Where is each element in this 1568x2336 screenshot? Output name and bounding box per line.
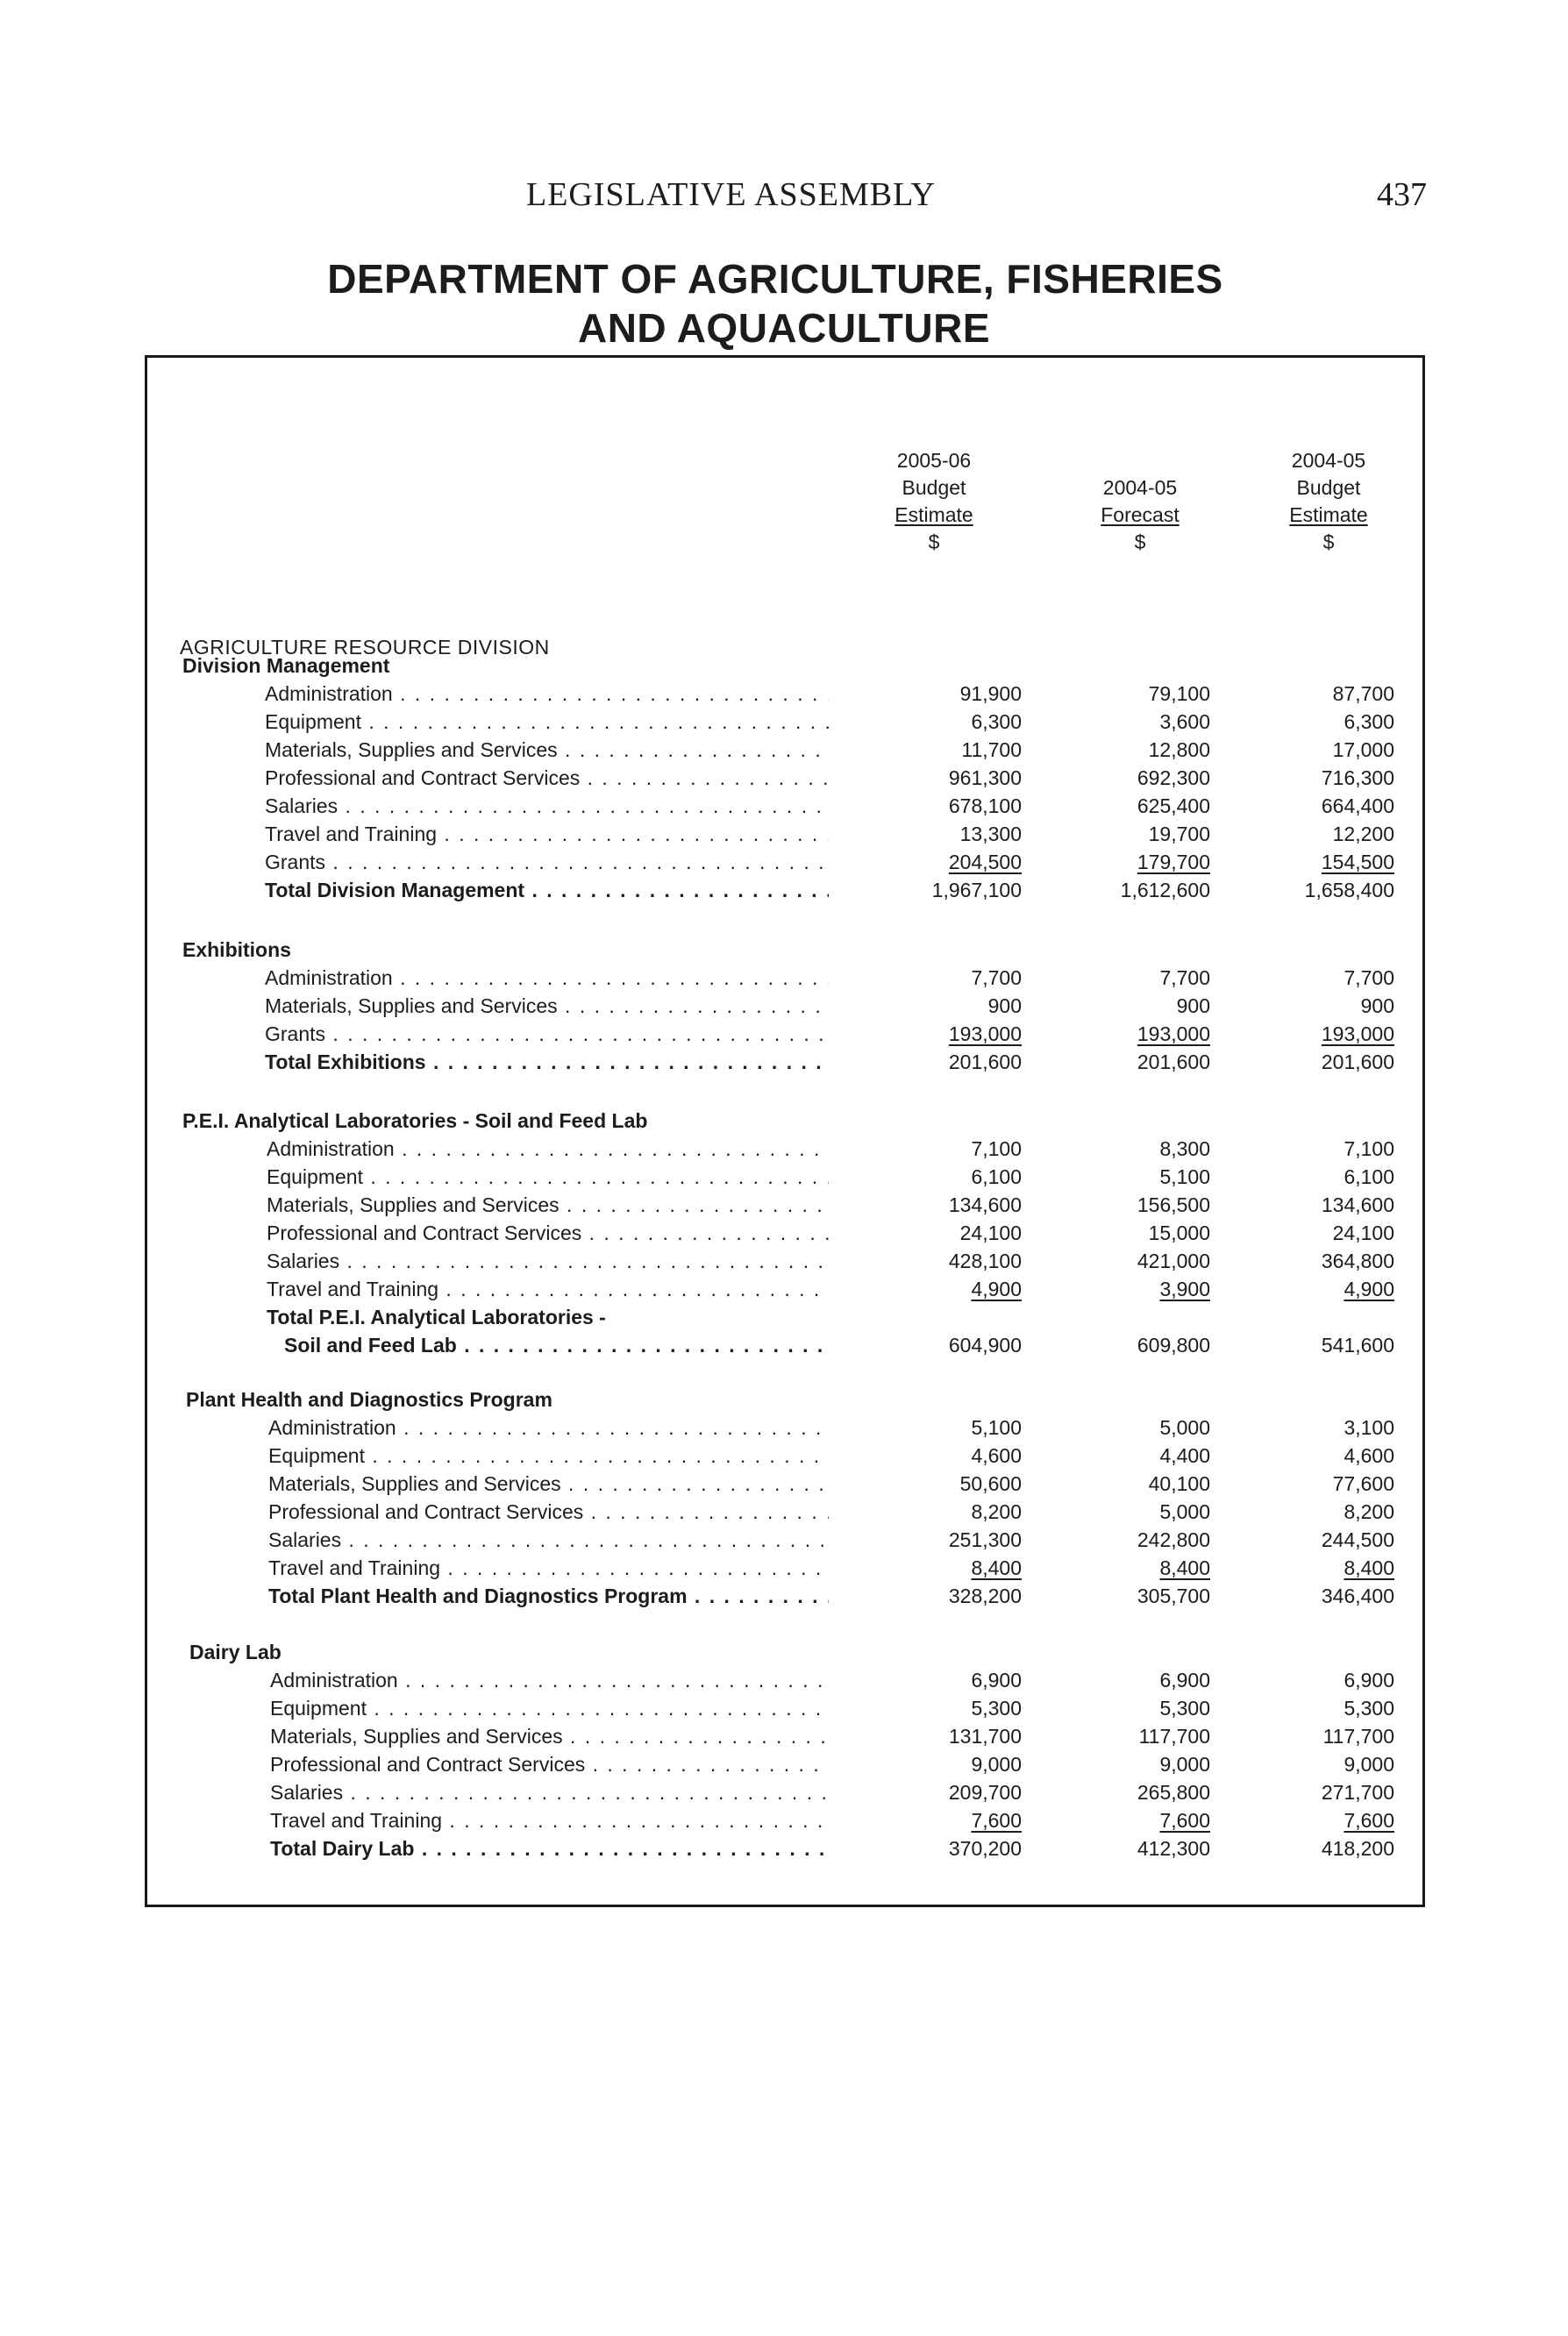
row-value: 4,900 (971, 1278, 1022, 1300)
row-value: 418,200 (1321, 1837, 1394, 1860)
table-row (0, 1191, 1568, 1219)
row-value: 900 (987, 994, 1022, 1017)
row-value: 421,000 (1137, 1250, 1210, 1272)
row-value: 6,300 (1343, 710, 1394, 733)
row-value: 131,700 (948, 1725, 1022, 1748)
row-value: 4,600 (1343, 1444, 1394, 1467)
row-value: 5,100 (971, 1416, 1022, 1439)
section-title: Division Management (182, 654, 390, 677)
row-value: 244,500 (1321, 1528, 1394, 1551)
title-line-2: AND AQUACULTURE (577, 305, 990, 351)
row-value: 50,600 (959, 1472, 1022, 1495)
row-value: 12,800 (1148, 738, 1210, 761)
row-label: Equipment . . . (267, 1163, 829, 1191)
row-value: 7,100 (1343, 1137, 1394, 1160)
row-value: 6,900 (1343, 1669, 1394, 1691)
row-value: 193,000 (948, 1022, 1022, 1045)
row-value: 6,300 (971, 710, 1022, 733)
row-value: 117,700 (1322, 1725, 1394, 1748)
row-value: 6,100 (1343, 1165, 1394, 1188)
division-heading: AGRICULTURE RESOURCE DIVISION (180, 636, 550, 659)
row-value: 24,100 (1332, 1221, 1394, 1244)
row-value: 9,000 (1159, 1753, 1210, 1776)
row-value: 201,600 (948, 1050, 1022, 1073)
table-row (0, 792, 1568, 820)
section-heading (0, 1107, 1568, 1135)
row-value: 541,600 (1321, 1334, 1394, 1357)
row-value: 900 (1176, 994, 1210, 1017)
table-row (0, 1414, 1568, 1442)
row-value: 412,300 (1137, 1837, 1210, 1860)
row-value: 15,000 (1148, 1221, 1210, 1244)
section-heading (0, 1638, 1568, 1666)
total-label: Total Dairy Lab . . . (270, 1834, 829, 1862)
column-header-line: 2005-06 (896, 449, 972, 472)
section-heading (0, 652, 1568, 680)
row-value: 79,100 (1148, 682, 1210, 705)
row-label: Travel and Training . . . (270, 1806, 829, 1834)
row-value: 4,400 (1159, 1444, 1210, 1467)
row-label: Equipment . . . (270, 1694, 829, 1722)
row-value: 8,400 (971, 1556, 1022, 1579)
table-row (0, 708, 1568, 736)
table-row (0, 1275, 1568, 1303)
total-label: Total P.E.I. Analytical Laboratories - (267, 1306, 606, 1328)
row-label: Salaries . . . (265, 792, 829, 820)
row-value: 609,800 (1137, 1334, 1210, 1357)
row-value: 7,100 (971, 1137, 1022, 1160)
row-value: 664,400 (1321, 794, 1394, 817)
table-row (0, 1666, 1568, 1694)
row-value: 7,600 (1343, 1809, 1394, 1832)
row-label: Administration . . . (270, 1666, 829, 1694)
row-label: Grants . . . (265, 1020, 829, 1048)
row-value: 9,000 (1343, 1753, 1394, 1776)
row-value: 11,700 (961, 738, 1022, 761)
row-value: 8,200 (1343, 1500, 1394, 1523)
row-value: 692,300 (1137, 766, 1210, 789)
table-row (0, 1020, 1568, 1048)
row-value: 5,000 (1159, 1500, 1210, 1523)
row-value: 1,967,100 (931, 879, 1022, 901)
row-value: 3,100 (1343, 1416, 1394, 1439)
table-row (0, 992, 1568, 1020)
row-value: 179,700 (1137, 851, 1210, 873)
column-header-line: Estimate (1289, 503, 1368, 526)
row-value: 9,000 (971, 1753, 1022, 1776)
row-value: 193,000 (1137, 1022, 1210, 1045)
table-row (0, 1442, 1568, 1470)
table-row (0, 1526, 1568, 1554)
row-value: 201,600 (1137, 1050, 1210, 1073)
row-value: 77,600 (1332, 1472, 1394, 1495)
row-value: 5,300 (1343, 1697, 1394, 1720)
table-row (0, 1554, 1568, 1582)
total-row (0, 1582, 1568, 1610)
row-value: 91,900 (959, 682, 1022, 705)
row-value: 370,200 (948, 1837, 1022, 1860)
row-value: 6,900 (1159, 1669, 1210, 1691)
row-value: 13,300 (959, 823, 1022, 845)
row-value: 8,200 (971, 1500, 1022, 1523)
table-row (0, 1135, 1568, 1163)
row-label: Materials, Supplies and Services . . . (265, 992, 829, 1020)
row-label: Administration . . . (265, 680, 829, 708)
table-row (0, 1750, 1568, 1778)
section-title: Dairy Lab (189, 1641, 282, 1663)
column-header-line: Estimate (894, 503, 973, 526)
row-label: Travel and Training . . . (267, 1275, 829, 1303)
row-value: 4,900 (1343, 1278, 1394, 1300)
row-value: 87,700 (1332, 682, 1394, 705)
row-value: 242,800 (1137, 1528, 1210, 1551)
row-value: 117,700 (1138, 1725, 1210, 1748)
row-label: Professional and Contract Services . . . (270, 1750, 829, 1778)
table-row (0, 680, 1568, 708)
section-title: P.E.I. Analytical Laboratories - Soil and Feed Lab (182, 1109, 648, 1132)
table-row (0, 964, 1568, 992)
row-value: 3,600 (1159, 710, 1210, 733)
row-value: 1,658,400 (1304, 879, 1394, 901)
row-value: 209,700 (948, 1781, 1022, 1804)
running-head: LEGISLATIVE ASSEMBLY (526, 176, 936, 213)
total-row (0, 1303, 1568, 1331)
row-value: 193,000 (1321, 1022, 1394, 1045)
total-row (0, 876, 1568, 904)
table-row (0, 1694, 1568, 1722)
column-header-line: Budget (1296, 476, 1361, 499)
row-value: 4,600 (971, 1444, 1022, 1467)
row-value: 305,700 (1137, 1585, 1210, 1607)
row-value: 8,400 (1343, 1556, 1394, 1579)
row-value: 1,612,600 (1120, 879, 1210, 901)
row-value: 8,300 (1159, 1137, 1210, 1160)
row-value: 6,900 (971, 1669, 1022, 1691)
row-label: Salaries . . . (268, 1526, 829, 1554)
row-label: Grants . . . (265, 848, 829, 876)
row-value: 5,000 (1159, 1416, 1210, 1439)
row-value: 5,300 (1159, 1697, 1210, 1720)
row-value: 265,800 (1137, 1781, 1210, 1804)
table-row (0, 1470, 1568, 1498)
row-value: 154,500 (1321, 851, 1394, 873)
column-header-line: 2004-05 (1291, 449, 1366, 472)
section-heading (0, 1385, 1568, 1414)
table-row (0, 1163, 1568, 1191)
row-label: Salaries . . . (270, 1778, 829, 1806)
column-header-unit: $ (1134, 531, 1146, 553)
row-value: 716,300 (1321, 766, 1394, 789)
table-row (0, 848, 1568, 876)
table-row (0, 1722, 1568, 1750)
row-value: 251,300 (948, 1528, 1022, 1551)
table-row (0, 764, 1568, 792)
row-value: 134,600 (1321, 1193, 1394, 1216)
title-line-1: DEPARTMENT OF AGRICULTURE, FISHERIES (327, 256, 1223, 302)
row-value: 156,500 (1137, 1193, 1210, 1216)
row-value: 12,200 (1332, 823, 1394, 845)
column-header-unit: $ (928, 531, 940, 553)
row-value: 678,100 (948, 794, 1022, 817)
row-label: Materials, Supplies and Services . . . (265, 736, 829, 764)
table-row (0, 736, 1568, 764)
row-label: Equipment . . . (265, 708, 829, 736)
row-value: 900 (1360, 994, 1394, 1017)
total-row (0, 1834, 1568, 1862)
section-heading (0, 936, 1568, 964)
total-label: Soil and Feed Lab . . . (284, 1331, 829, 1359)
table-row (0, 1498, 1568, 1526)
row-label: Administration . . . (268, 1414, 829, 1442)
column-header-line: 2004-05 (1102, 476, 1178, 499)
row-label: Administration . . . (267, 1135, 829, 1163)
row-value: 17,000 (1332, 738, 1394, 761)
section-title: Plant Health and Diagnostics Program (186, 1388, 552, 1411)
section-title: Exhibitions (182, 938, 291, 961)
row-label: Professional and Contract Services . . . (267, 1219, 829, 1247)
row-label: Salaries . . . (267, 1247, 829, 1275)
table-row (0, 1778, 1568, 1806)
row-label: Materials, Supplies and Services . . . (267, 1191, 829, 1219)
row-value: 134,600 (948, 1193, 1022, 1216)
row-value: 961,300 (948, 766, 1022, 789)
page-number: 437 (1377, 176, 1427, 213)
row-value: 5,300 (971, 1697, 1022, 1720)
row-value: 625,400 (1137, 794, 1210, 817)
row-value: 428,100 (948, 1250, 1022, 1272)
row-value: 7,600 (1159, 1809, 1210, 1832)
row-value: 364,800 (1321, 1250, 1394, 1272)
row-label: Professional and Contract Services . . . (265, 764, 829, 792)
row-label: Professional and Contract Services . . . (268, 1498, 829, 1526)
table-row (0, 1247, 1568, 1275)
total-label: Total Division Management . . . (265, 876, 829, 904)
row-value: 40,100 (1148, 1472, 1210, 1495)
row-value: 201,600 (1321, 1050, 1394, 1073)
row-value: 5,100 (1159, 1165, 1210, 1188)
total-label: Total Plant Health and Diagnostics Program . . . (268, 1582, 829, 1610)
row-value: 3,900 (1159, 1278, 1210, 1300)
total-row (0, 1331, 1568, 1359)
row-value: 6,100 (971, 1165, 1022, 1188)
row-label: Travel and Training . . . (265, 820, 829, 848)
row-value: 7,700 (1159, 966, 1210, 989)
row-value: 7,700 (971, 966, 1022, 989)
column-header-line: Budget (902, 476, 966, 499)
column-header-unit: $ (1322, 531, 1335, 553)
total-label: Total Exhibitions . . . (265, 1048, 829, 1076)
row-value: 7,600 (971, 1809, 1022, 1832)
row-value: 271,700 (1321, 1781, 1394, 1804)
row-value: 19,700 (1148, 823, 1210, 845)
table-row (0, 820, 1568, 848)
row-value: 328,200 (948, 1585, 1022, 1607)
row-value: 346,400 (1321, 1585, 1394, 1607)
row-value: 8,400 (1159, 1556, 1210, 1579)
table-row (0, 1806, 1568, 1834)
row-label: Materials, Supplies and Services . . . (268, 1470, 829, 1498)
row-label: Administration . . . (265, 964, 829, 992)
row-value: 7,700 (1343, 966, 1394, 989)
row-label: Equipment . . . (268, 1442, 829, 1470)
row-value: 204,500 (948, 851, 1022, 873)
row-label: Materials, Supplies and Services . . . (270, 1722, 829, 1750)
row-value: 604,900 (948, 1334, 1022, 1357)
table-row (0, 1219, 1568, 1247)
column-header-line: Forecast (1101, 503, 1180, 526)
total-row (0, 1048, 1568, 1076)
row-label: Travel and Training . . . (268, 1554, 829, 1582)
row-value: 24,100 (959, 1221, 1022, 1244)
